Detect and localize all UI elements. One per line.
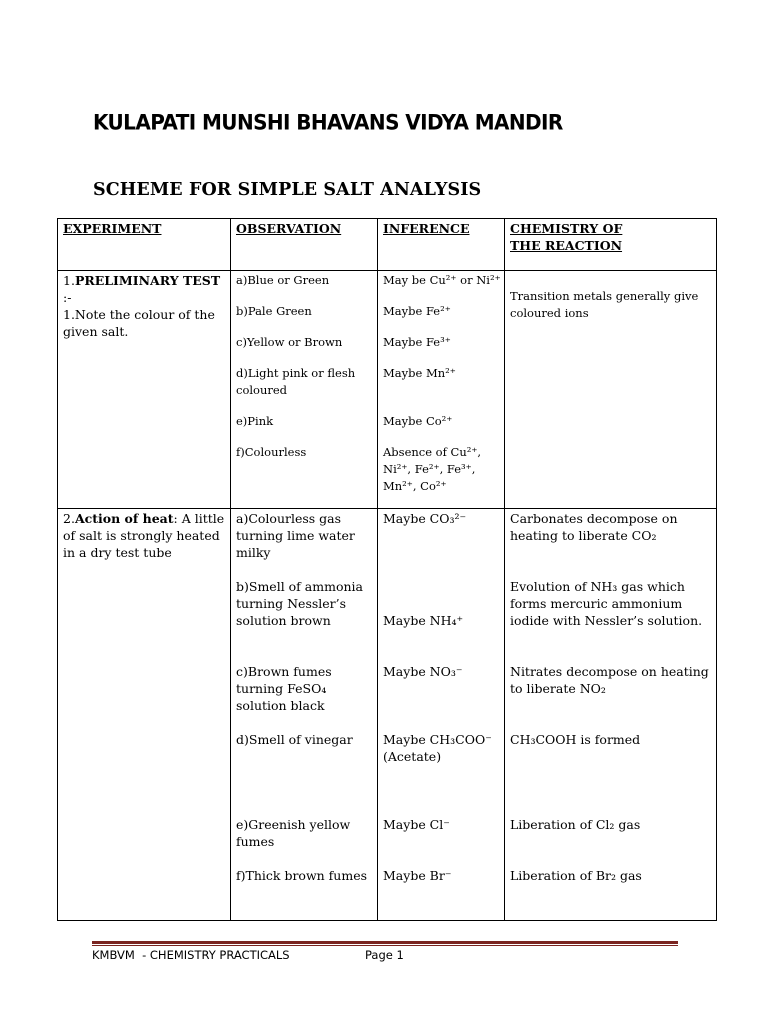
observation-item: b)Smell of ammonia turning Nessler’s solution brown [236,579,363,628]
experiment-bold: Action of heat [74,511,174,526]
inference-item: Maybe NH₄⁺ [383,613,464,628]
observation-item: a)Blue or Green [236,273,330,287]
chemistry-item: Carbonates decompose on heating to liberate CO₂ [510,511,678,543]
observation-cell [231,271,378,509]
inference-item: Absence of Cu²⁺, Ni²⁺, Fe²⁺, Fe³⁺, Mn²⁺, Co²⁺ [383,445,482,493]
inference-cell [378,271,505,509]
observation-item: d)Smell of vinegar [236,732,353,747]
table-header-row [58,219,717,271]
table-row [58,271,717,509]
header-observation: OBSERVATION [231,219,378,271]
experiment-text [63,510,227,561]
table-row [58,509,717,921]
chemistry-item: Liberation of Br₂ gas [510,868,642,883]
chemistry-item: Nitrates decompose on heating to liberate NO₂ [510,664,709,696]
experiment-description: : A little of salt is strongly heated in a dry test tube [63,511,225,560]
header-experiment: EXPERIMENT [58,219,231,271]
chemistry-item: CH₃COOH is formed [510,732,641,747]
experiment-heading [63,272,227,306]
chemistry-cell [505,509,717,921]
experiment-number: 2. [63,511,75,526]
inference-item: Maybe CO₃²⁻ [383,511,467,526]
inference-item: Maybe Fe²⁺ [383,304,451,318]
salt-analysis-table [57,218,717,921]
scheme-title: SCHEME FOR SIMPLE SALT ANALYSIS [93,180,482,200]
observation-item: d)Light pink or flesh coloured [236,366,356,397]
chemistry-text: Transition metals generally give coloured ions [510,289,699,320]
observation-item: e)Pink [236,414,274,428]
experiment-suffix: :- [63,290,72,305]
experiment-cell [58,271,231,509]
school-name: KULAPATI MUNSHI BHAVANS VIDYA MANDIR [93,109,563,135]
header-inference: INFERENCE [378,219,505,271]
experiment-number: 1. [63,273,75,288]
inference-item: Maybe NO₃⁻ [383,664,463,679]
observation-item: c)Brown fumes turning FeSO₄ solution black [236,664,332,713]
chemistry-item: Evolution of NH₃ gas which forms mercuric ammonium iodide with Nessler’s solution. [510,579,703,628]
observation-item: f)Colourless [236,445,307,459]
observation-item: b)Pale Green [236,304,312,318]
inference-item: Maybe Fe³⁺ [383,335,451,349]
experiment-text: 1.Note the colour of the given salt. [63,307,215,339]
inference-item: Maybe CH₃COO⁻ (Acetate) [383,732,492,764]
footer-rule-thin [92,945,678,946]
observation-item: f)Thick brown fumes [236,868,368,883]
experiment-cell [58,509,231,921]
chemistry-item: Liberation of Cl₂ gas [510,817,641,832]
chemistry-cell [505,271,717,509]
observation-item: a)Colourless gas turning lime water milky [236,511,355,560]
inference-item: Maybe Cl⁻ [383,817,450,832]
page-number: Page 1 [365,948,404,962]
inference-item: Maybe Mn²⁺ [383,366,456,380]
experiment-bold: PRELIMINARY TEST [74,273,221,288]
footer-course-label: KMBVM - CHEMISTRY PRACTICALS [92,948,290,962]
observation-item: c)Yellow or Brown [236,335,343,349]
footer-rule [92,941,678,944]
header-chemistry: CHEMISTRY OF THE REACTION [505,219,717,271]
observation-item: e)Greenish yellow fumes [236,817,351,849]
inference-cell [378,509,505,921]
inference-item: Maybe Co²⁺ [383,414,453,428]
inference-item: Maybe Br⁻ [383,868,452,883]
observation-cell [231,509,378,921]
inference-item: May be Cu²⁺ or Ni²⁺ [383,273,501,287]
